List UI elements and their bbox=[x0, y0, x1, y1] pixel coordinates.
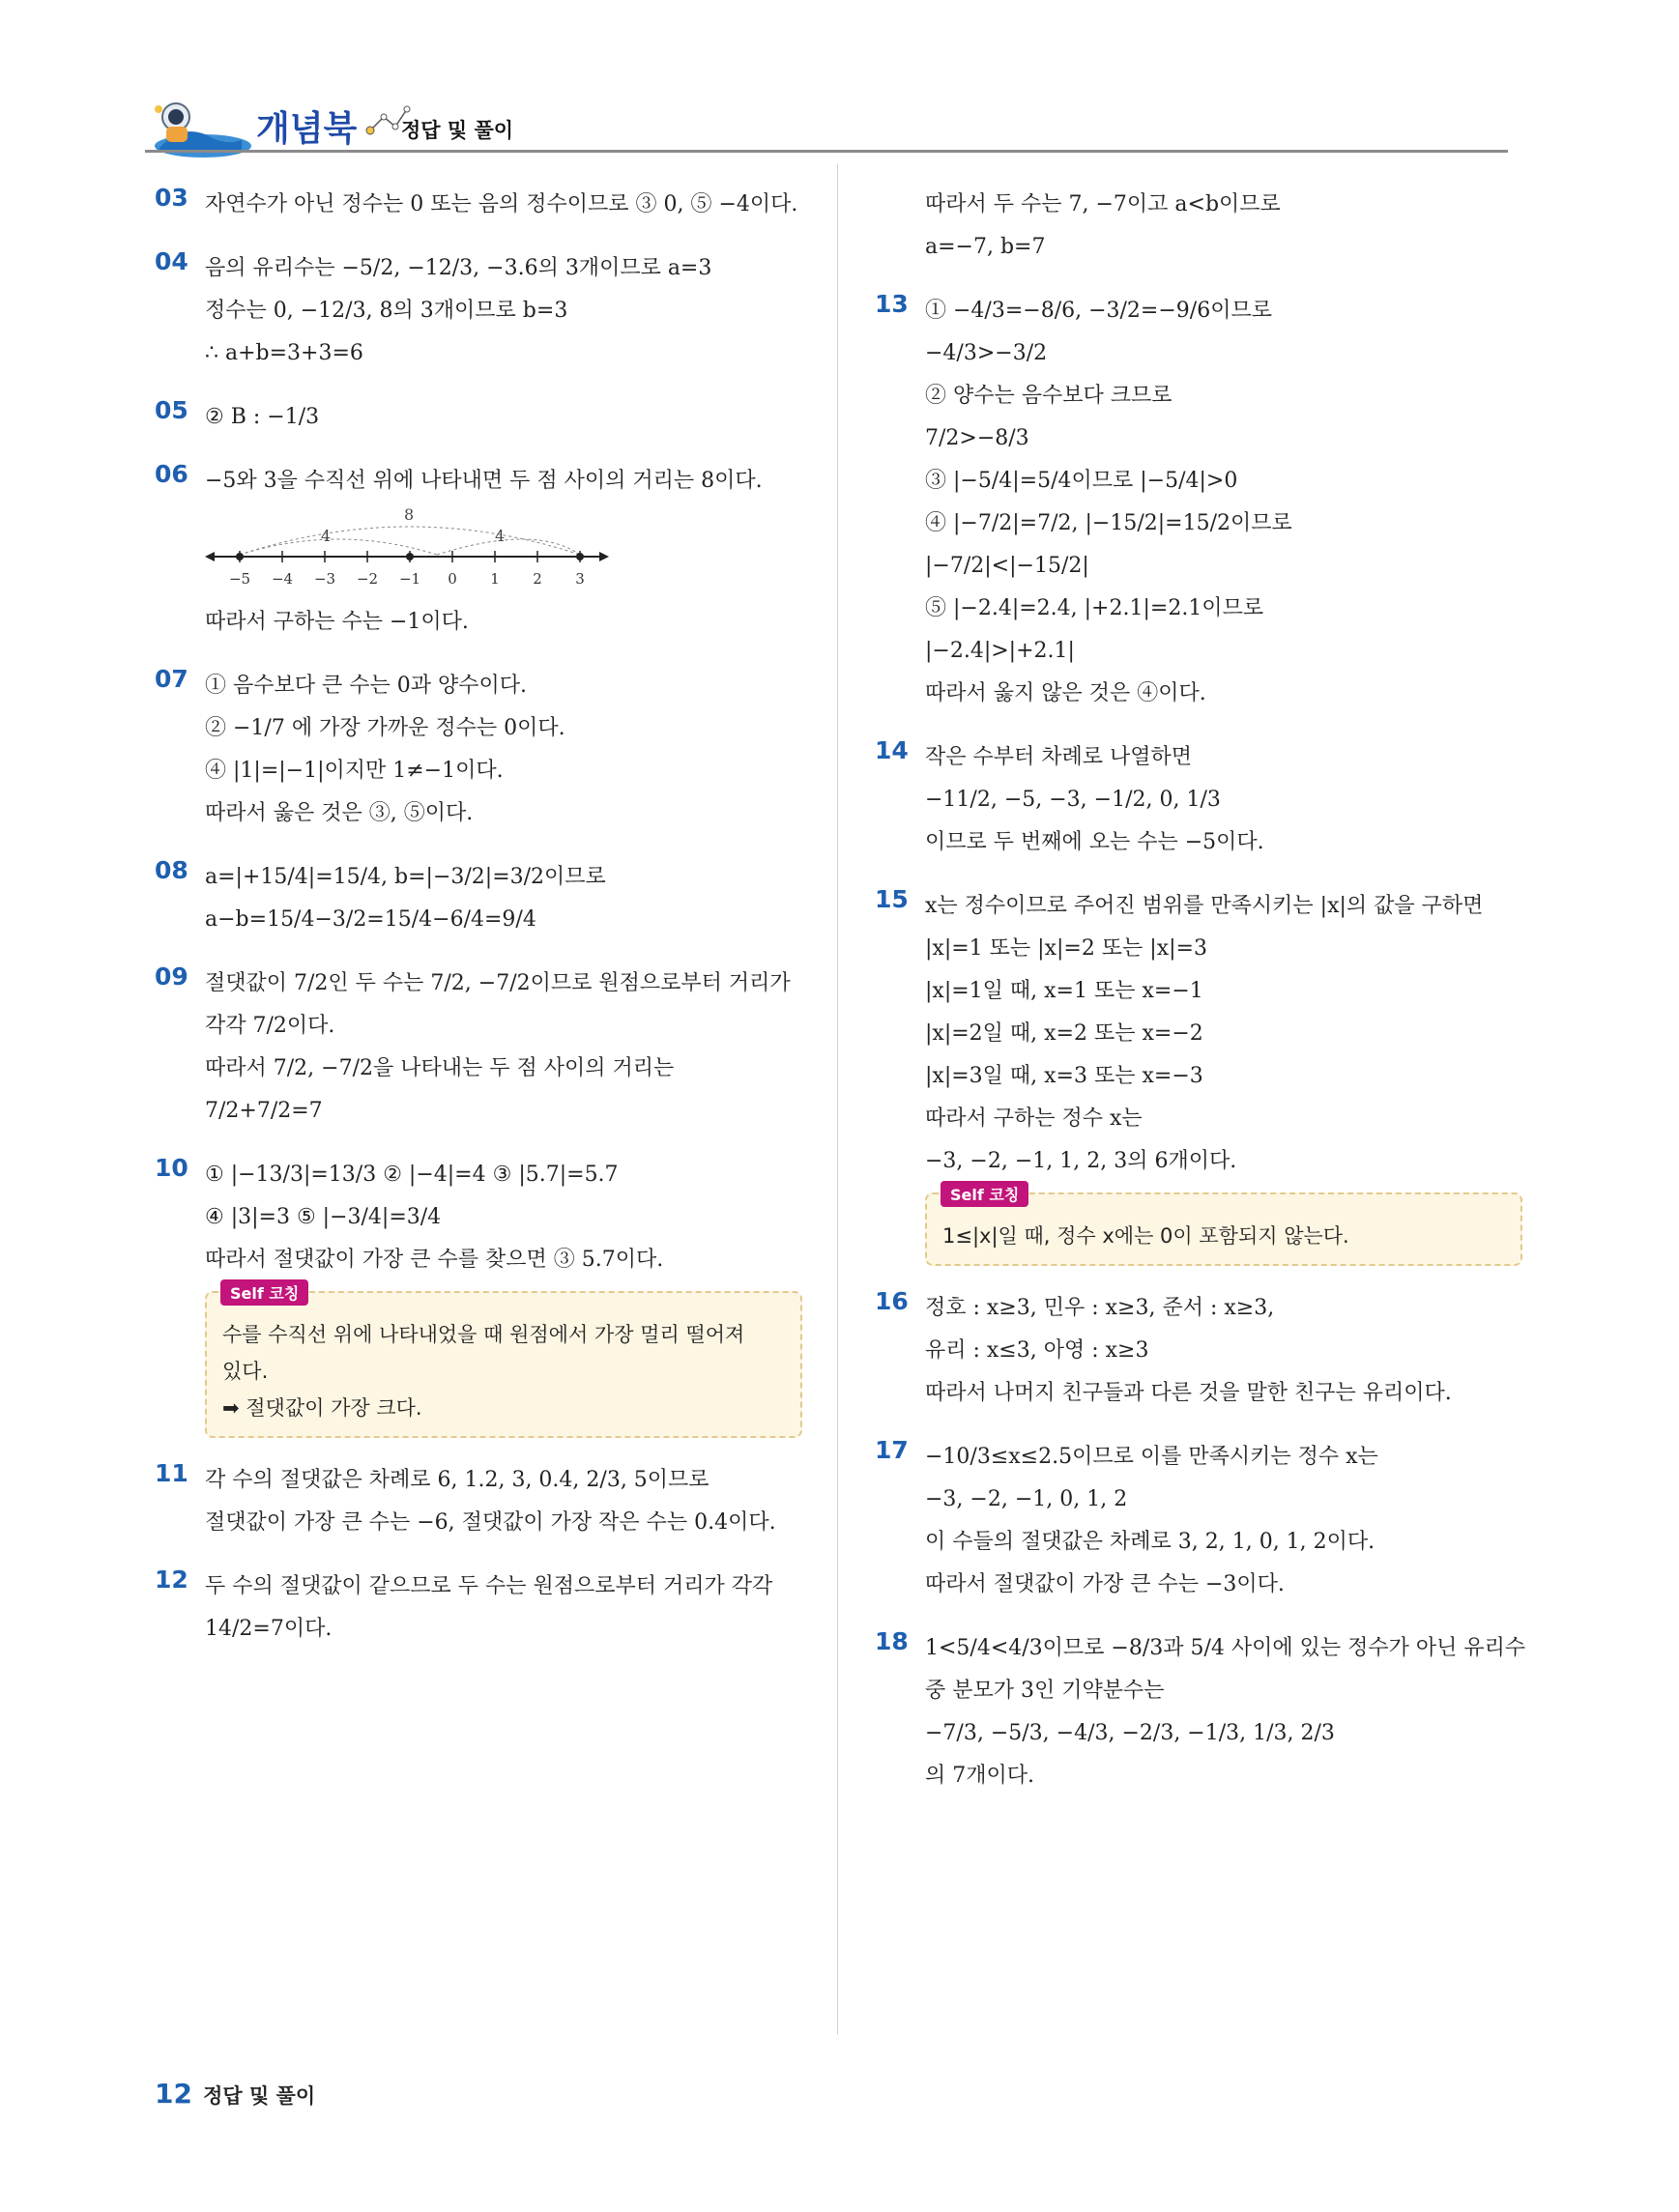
number-line-tick-label: −2 bbox=[356, 570, 379, 588]
solution-line: 따라서 절댓값이 가장 큰 수를 찾으면 ③ 5.7이다. bbox=[205, 1248, 664, 1272]
solution-line: x는 정수이므로 주어진 범위를 만족시키는 |x|의 값을 구하면 bbox=[925, 894, 1484, 918]
number-line-tick-label: −3 bbox=[313, 570, 336, 588]
solution-line: |x|=2일 때, x=2 또는 x=−2 bbox=[925, 1021, 1203, 1046]
solution-line: ∴ a+b=3+3=6 bbox=[205, 341, 363, 365]
book-subtitle: 정답 및 풀이 bbox=[401, 119, 514, 142]
problem-13 bbox=[875, 290, 1522, 715]
arc-label: 4 bbox=[321, 527, 332, 545]
solution-line: 정호 : x≥3, 민우 : x≥3, 준서 : x≥3, bbox=[925, 1296, 1275, 1320]
self-coaching-box bbox=[205, 1284, 802, 1438]
solution-line: 유리 : x≤3, 아영 : x≥3 bbox=[925, 1338, 1149, 1363]
solution-line: 따라서 절댓값이 가장 큰 수는 −3이다. bbox=[925, 1572, 1285, 1596]
solution-line: ④ |3|=3 ⑤ |−3/4|=3/4 bbox=[205, 1205, 442, 1229]
solution-line: 각 수의 절댓값은 차례로 6, 1.2, 3, 0.4, 2/3, 5이므로 bbox=[205, 1468, 709, 1492]
self-coaching-tag: Self 코칭 bbox=[220, 1279, 308, 1306]
problem-10 bbox=[155, 1154, 802, 1438]
problem-17 bbox=[875, 1436, 1522, 1606]
solution-line: 정수는 0, −12/3, 8의 3개이므로 b=3 bbox=[205, 299, 568, 323]
solution-line: 작은 수부터 차례로 나열하면 bbox=[925, 745, 1193, 769]
column-divider bbox=[837, 164, 838, 2034]
self-coaching-tag: Self 코칭 bbox=[941, 1181, 1028, 1207]
coaching-line: 있다. bbox=[222, 1360, 269, 1383]
solution-line: ④ |−7/2|=7/2, |−15/2|=15/2이므로 bbox=[925, 511, 1292, 535]
solution-line: −4/3>−3/2 bbox=[925, 341, 1048, 365]
solution-line: ④ |1|=|−1|이지만 1≠−1이다. bbox=[205, 759, 504, 783]
solution-line: 절댓값이 가장 큰 수는 −6, 절댓값이 가장 작은 수는 0.4이다. bbox=[205, 1510, 776, 1535]
problem-number: 05 bbox=[155, 396, 188, 424]
solution-line: |−7/2|<|−15/2| bbox=[925, 554, 1089, 578]
solution-line: −11/2, −5, −3, −1/2, 0, 1/3 bbox=[925, 788, 1221, 812]
footer-title: 정답 및 풀이 bbox=[203, 2084, 316, 2108]
arc-label: 4 bbox=[495, 527, 506, 545]
problem-06 bbox=[155, 460, 802, 644]
problem-09 bbox=[155, 962, 802, 1133]
page-footer bbox=[155, 2078, 315, 2110]
solution-line: −3, −2, −1, 1, 2, 3의 6개이다. bbox=[925, 1149, 1237, 1173]
solution-line: 따라서 구하는 수는 −1이다. bbox=[205, 610, 469, 634]
self-coaching-box bbox=[925, 1186, 1522, 1266]
solution-line: 두 수의 절댓값이 같으므로 두 수는 원점으로부터 거리가 각각 bbox=[205, 1574, 773, 1598]
solution-line: ⑤ |−2.4|=2.4, |+2.1|=2.1이므로 bbox=[925, 596, 1264, 620]
solution-line: ① |−13/3|=13/3 ② |−4|=4 ③ |5.7|=5.7 bbox=[205, 1163, 619, 1187]
solution-line: |x|=1일 때, x=1 또는 x=−1 bbox=[925, 979, 1203, 1003]
problem-number: 09 bbox=[155, 962, 188, 991]
solution-line: 따라서 나머지 친구들과 다른 것을 말한 친구는 유리이다. bbox=[925, 1381, 1452, 1405]
solution-line: 7/2+7/2=7 bbox=[205, 1099, 323, 1123]
problem-number: 10 bbox=[155, 1154, 188, 1182]
number-line-tick-label: −1 bbox=[398, 570, 421, 588]
problem-number: 08 bbox=[155, 856, 188, 884]
solution-line: 절댓값이 7/2인 두 수는 7/2, −7/2이므로 원점으로부터 거리가 bbox=[205, 971, 791, 995]
page-number: 12 bbox=[155, 2078, 192, 2110]
solution-line: ② −1/7 에 가장 가까운 정수는 0이다. bbox=[205, 716, 565, 740]
solution-line: |x|=1 또는 |x|=2 또는 |x|=3 bbox=[925, 936, 1207, 961]
solution-line: ② B : −1/3 bbox=[205, 405, 320, 429]
solution-line: 음의 유리수는 −5/2, −12/3, −3.6의 3개이므로 a=3 bbox=[205, 256, 712, 280]
book-title: 개념북 bbox=[256, 109, 358, 149]
problem-number: 04 bbox=[155, 247, 188, 275]
solution-line: 중 분모가 3인 기약분수는 bbox=[925, 1679, 1165, 1703]
problem-14 bbox=[875, 736, 1522, 864]
solution-line: ③ |−5/4|=5/4이므로 |−5/4|>0 bbox=[925, 469, 1238, 493]
solution-line: 따라서 옳은 것은 ③, ⑤이다. bbox=[205, 801, 474, 825]
problem-number: 12 bbox=[155, 1566, 188, 1594]
solution-line: 의 7개이다. bbox=[925, 1764, 1034, 1788]
solution-line: a−b=15/4−3/2=15/4−6/4=9/4 bbox=[205, 907, 536, 932]
number-line-tick-label: 1 bbox=[490, 570, 500, 588]
solution-line: 각각 7/2이다. bbox=[205, 1014, 335, 1038]
problem-18 bbox=[875, 1627, 1526, 1797]
problem-number: 03 bbox=[155, 184, 188, 212]
arc-label: 8 bbox=[404, 505, 415, 524]
problem-03 bbox=[155, 184, 802, 226]
page-header bbox=[145, 92, 1508, 159]
number-line-tick-label: 0 bbox=[448, 570, 457, 588]
problem-number: 15 bbox=[875, 885, 909, 913]
problem-11 bbox=[155, 1459, 802, 1544]
problem-07 bbox=[155, 665, 802, 835]
problem-number: 06 bbox=[155, 460, 188, 488]
solution-line: 따라서 두 수는 7, −7이고 a<b이므로 bbox=[925, 192, 1281, 216]
number-line bbox=[205, 504, 611, 591]
solution-line: 이 수들의 절댓값은 차례로 3, 2, 1, 0, 1, 2이다. bbox=[925, 1530, 1375, 1554]
problem-number: 14 bbox=[875, 736, 909, 764]
solution-line: 따라서 구하는 정수 x는 bbox=[925, 1106, 1143, 1131]
problem-number: 13 bbox=[875, 290, 909, 318]
solution-line: |−2.4|>|+2.1| bbox=[925, 639, 1075, 663]
number-line-tick-label: −5 bbox=[228, 570, 251, 588]
number-line-tick-label: 3 bbox=[575, 570, 585, 588]
solution-line: 따라서 옳지 않은 것은 ④이다. bbox=[925, 681, 1206, 705]
solution-line: ② 양수는 음수보다 크므로 bbox=[925, 384, 1172, 408]
coaching-line: ➡ 절댓값이 가장 크다. bbox=[222, 1396, 422, 1420]
number-line-tick-label: 2 bbox=[533, 570, 542, 588]
problem-number: 17 bbox=[875, 1436, 909, 1464]
problem-15 bbox=[875, 885, 1522, 1266]
problem-12 bbox=[155, 1566, 802, 1651]
right-column bbox=[875, 184, 1526, 1819]
solution-line: −7/3, −5/3, −4/3, −2/3, −1/3, 1/3, 2/3 bbox=[925, 1721, 1335, 1745]
solution-line: 14/2=7이다. bbox=[205, 1617, 333, 1641]
solution-line: ① −4/3=−8/6, −3/2=−9/6이므로 bbox=[925, 299, 1272, 323]
solution-line: 1<5/4<4/3이므로 −8/3과 5/4 사이에 있는 정수가 아닌 유리수 bbox=[925, 1636, 1526, 1660]
coaching-line: 1≤|x|일 때, 정수 x에는 0이 포함되지 않는다. bbox=[942, 1224, 1349, 1248]
solution-line: 자연수가 아닌 정수는 0 또는 음의 정수이므로 ③ 0, ⑤ −4이다. bbox=[205, 192, 798, 216]
solution-line: a=−7, b=7 bbox=[925, 235, 1046, 259]
problem-number: 16 bbox=[875, 1287, 909, 1315]
coaching-line: 수를 수직선 위에 나타내었을 때 원점에서 가장 멀리 떨어져 bbox=[222, 1323, 745, 1346]
problem-number: 07 bbox=[155, 665, 188, 693]
solution-line: 이므로 두 번째에 오는 수는 −5이다. bbox=[925, 830, 1264, 854]
solution-line: |x|=3일 때, x=3 또는 x=−3 bbox=[925, 1064, 1203, 1088]
problem-12-continued bbox=[875, 184, 1522, 269]
astronaut-logo-icon bbox=[145, 92, 251, 158]
problem-number: 11 bbox=[155, 1459, 188, 1487]
solution-line: 7/2>−8/3 bbox=[925, 426, 1029, 450]
solution-line: 따라서 7/2, −7/2을 나타내는 두 점 사이의 거리는 bbox=[205, 1056, 675, 1080]
solution-line: ① 음수보다 큰 수는 0과 양수이다. bbox=[205, 674, 527, 698]
solution-line: −3, −2, −1, 0, 1, 2 bbox=[925, 1487, 1128, 1511]
number-line-tick-label: −4 bbox=[271, 570, 294, 588]
problem-16 bbox=[875, 1287, 1522, 1415]
problem-04 bbox=[155, 247, 802, 375]
problem-08 bbox=[155, 856, 802, 941]
solution-line: a=|+15/4|=15/4, b=|−3/2|=3/2이므로 bbox=[205, 865, 606, 889]
solution-line: −5와 3을 수직선 위에 나타내면 두 점 사이의 거리는 8이다. bbox=[205, 469, 763, 493]
problem-05 bbox=[155, 396, 802, 439]
problem-number: 18 bbox=[875, 1627, 909, 1655]
left-column bbox=[155, 184, 802, 1672]
header-rule bbox=[145, 150, 1508, 153]
solution-line: −10/3≤x≤2.5이므로 이를 만족시키는 정수 x는 bbox=[925, 1445, 1378, 1469]
